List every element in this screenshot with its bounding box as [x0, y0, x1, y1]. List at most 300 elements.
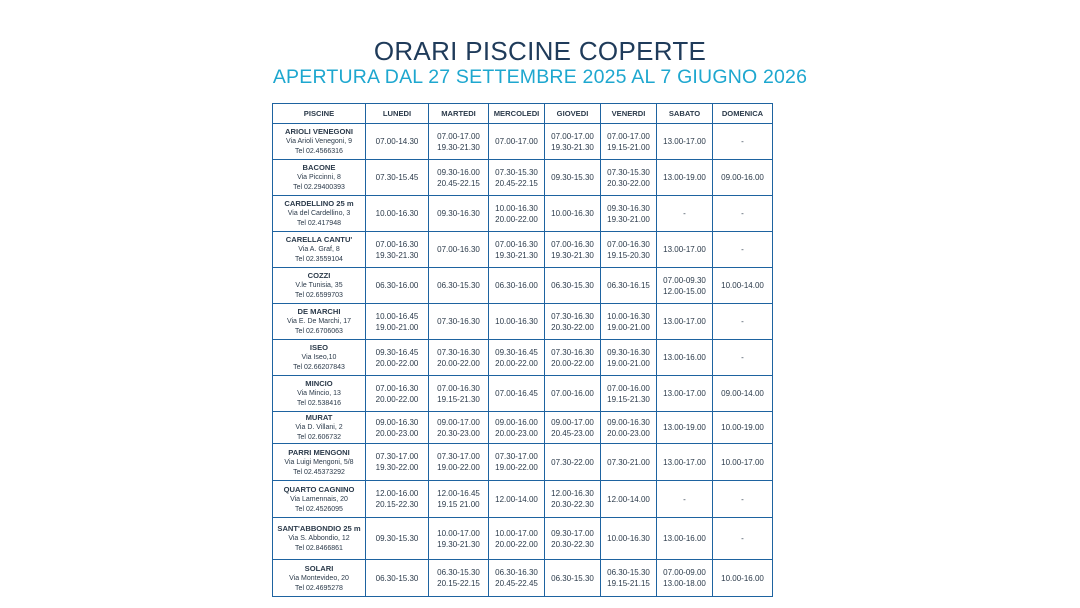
- hours-cell: [489, 560, 545, 597]
- pool-phone: Tel 02.4566316: [295, 148, 343, 155]
- time-slot: 10.00-17.00: [721, 457, 764, 467]
- hours-cell: [657, 340, 713, 376]
- time-slot: 20.15-22.15: [437, 579, 480, 588]
- hours-cell: [657, 304, 713, 340]
- hours-cell: [545, 376, 601, 412]
- time-slot: -: [741, 353, 744, 362]
- time-slot: 10.00-17.00: [437, 528, 480, 538]
- pool-name: DE MARCHI: [297, 307, 341, 316]
- hours-cell: [366, 376, 429, 412]
- time-slot: 09.30-15.30: [375, 534, 419, 543]
- hours-cell: [713, 518, 773, 560]
- pool-phone: Tel 02.417948: [297, 220, 341, 227]
- hours-cell: [601, 340, 657, 376]
- pool-address: Via del Cardellino, 3: [287, 210, 351, 217]
- page-title: ORARI PISCINE COPERTE: [373, 36, 707, 66]
- pool-address: V.le Tunisia, 35: [295, 282, 343, 289]
- pool-address: Via Piccinni, 8: [297, 174, 341, 181]
- time-slot: 19.15-20.30: [607, 250, 650, 260]
- pool-name: CARDELLINO 25 m: [284, 199, 354, 208]
- time-slot: 19.15-21.00: [607, 142, 650, 152]
- time-slot: 19.30-21.30: [437, 539, 480, 549]
- time-slot: -: [741, 317, 744, 326]
- time-slot: 10.00-16.30: [375, 209, 419, 218]
- pool-phone: Tel 02.8466861: [295, 545, 343, 552]
- time-slot: 12.00-16.45: [437, 489, 480, 498]
- time-slot: -: [741, 494, 744, 504]
- hours-cell: [601, 412, 657, 444]
- hours-cell: [429, 560, 489, 597]
- time-slot: 07.30-17.00: [495, 452, 538, 461]
- pool-phone: Tel 02.6599703: [295, 292, 343, 299]
- pool-row: [273, 268, 773, 304]
- column-header: DOMENICA: [713, 104, 773, 124]
- time-slot: 20.15-22.30: [375, 500, 419, 509]
- time-slot: 09.30-16.45: [375, 347, 419, 357]
- pool-address: Via D. Villani, 2: [295, 424, 343, 431]
- pool-cell: [273, 444, 366, 481]
- pool-row: [273, 376, 773, 412]
- time-slot: 13.00-17.00: [663, 317, 706, 326]
- time-slot: 20.45-22.15: [437, 178, 480, 188]
- time-slot: 09.30-16.45: [495, 347, 538, 357]
- time-slot: 19.30-21.30: [551, 142, 594, 152]
- pool-address: Via E. De Marchi, 17: [286, 318, 352, 325]
- time-slot: 10.00-17.00: [495, 528, 538, 538]
- pool-address: Via Arioli Venegoni, 9: [285, 138, 353, 145]
- time-slot: 06.30-15.30: [375, 573, 419, 583]
- time-slot: 06.30-15.30: [551, 573, 594, 583]
- time-slot: 07.00-16.00: [607, 383, 650, 393]
- time-slot: 07.30-16.30: [437, 317, 480, 326]
- pool-address: Via A. Graf, 8: [298, 246, 340, 253]
- pool-row: [273, 444, 773, 481]
- time-slot: 06.30-15.30: [437, 568, 480, 577]
- time-slot: 12.00-14.00: [495, 494, 538, 504]
- hours-cell: [489, 518, 545, 560]
- pool-phone: Tel 02.4526095: [295, 505, 343, 513]
- time-slot: 07.00-09.00: [663, 568, 706, 577]
- time-slot: 09.30-16.00: [437, 167, 480, 177]
- pool-cell: [273, 196, 366, 232]
- hours-cell: [657, 268, 713, 304]
- time-slot: 19.30-21.30: [375, 250, 419, 260]
- pool-cell: [273, 232, 366, 268]
- pool-row: [273, 340, 773, 376]
- time-slot: 06.30-16.15: [607, 281, 650, 290]
- time-slot: 12.00-14.00: [607, 494, 650, 504]
- pool-cell: [273, 304, 366, 340]
- hours-cell: [601, 196, 657, 232]
- pool-cell: [273, 340, 366, 376]
- pool-phone: Tel 02.6706063: [295, 328, 343, 335]
- time-slot: 09.30-16.30: [607, 203, 650, 213]
- hours-cell: [713, 124, 773, 160]
- hours-cell: [545, 160, 601, 196]
- time-slot: 19.00-21.00: [375, 322, 419, 332]
- time-slot: 19.30-21.00: [607, 214, 650, 224]
- hours-cell: [366, 412, 429, 444]
- pool-name: COZZI: [307, 271, 331, 280]
- hours-cell: [713, 160, 773, 196]
- pool-cell: [273, 518, 366, 560]
- hours-cell: [657, 444, 713, 481]
- time-slot: 10.00-16.30: [495, 203, 538, 213]
- hours-cell: [489, 232, 545, 268]
- time-slot: 20.45-22.15: [495, 178, 538, 188]
- time-slot: 07.00-09.30: [663, 275, 706, 285]
- column-header: MARTEDI: [429, 104, 489, 124]
- header-row: [273, 104, 773, 124]
- pool-row: [273, 560, 773, 597]
- hours-cell: [545, 124, 601, 160]
- pool-name: ISEO: [309, 343, 329, 352]
- hours-cell: [601, 124, 657, 160]
- hours-cell: [545, 444, 601, 481]
- pool-address: Via Montevideo, 20: [289, 574, 349, 582]
- time-slot: 19.15 21.00: [437, 500, 480, 509]
- time-slot: 09.00-16.00: [495, 417, 538, 427]
- hours-cell: [489, 340, 545, 376]
- pool-phone: Tel 02.29400393: [293, 184, 345, 191]
- time-slot: 20.00-22.00: [495, 539, 538, 549]
- hours-cell: [429, 196, 489, 232]
- pool-cell: [273, 160, 366, 196]
- hours-cell: [429, 444, 489, 481]
- time-slot: 13.00-16.00: [663, 353, 706, 362]
- hours-cell: [545, 304, 601, 340]
- time-slot: 13.00-19.00: [663, 173, 706, 182]
- time-slot: 09.30-16.30: [437, 209, 480, 218]
- hours-cell: [545, 518, 601, 560]
- hours-cell: [366, 232, 429, 268]
- time-slot: 19.00-21.00: [607, 358, 650, 368]
- column-header: PISCINE: [273, 104, 366, 124]
- pool-row: [273, 196, 773, 232]
- time-slot: 13.00-17.00: [663, 389, 706, 398]
- hours-cell: [489, 268, 545, 304]
- hours-cell: [366, 518, 429, 560]
- pool-cell: [273, 560, 366, 597]
- time-slot: 19.00-22.00: [437, 463, 480, 472]
- time-slot: 07.00-16.30: [551, 239, 594, 249]
- column-header: SABATO: [657, 104, 713, 124]
- time-slot: 20.00-22.00: [375, 394, 419, 404]
- time-slot: 07.00-16.30: [607, 239, 650, 249]
- time-slot: 07.30-17.00: [375, 452, 419, 461]
- time-slot: 13.00-17.00: [663, 457, 706, 467]
- hours-cell: [489, 196, 545, 232]
- pool-phone: Tel 02.3559104: [295, 256, 343, 263]
- time-slot: 07.30-17.00: [437, 452, 480, 461]
- pool-row: [273, 160, 773, 196]
- hours-cell: [545, 232, 601, 268]
- time-slot: 10.00-19.00: [721, 423, 764, 432]
- time-slot: 07.00-17.00: [551, 131, 594, 141]
- time-slot: 20.45-23.00: [551, 428, 594, 438]
- time-slot: 19.30-21.30: [495, 250, 538, 260]
- hours-cell: [657, 196, 713, 232]
- hours-cell: [489, 376, 545, 412]
- hours-cell: [429, 268, 489, 304]
- time-slot: 07.00-16.45: [495, 389, 538, 398]
- time-slot: 09.00-17.00: [551, 417, 594, 427]
- time-slot: 06.30-15.30: [437, 281, 480, 290]
- time-slot: 19.00-22.00: [495, 463, 538, 472]
- page-subtitle: APERTURA DAL 27 SETTEMBRE 2025 AL 7 GIUGNO 2026: [272, 66, 808, 88]
- time-slot: 07.30-16.30: [551, 311, 594, 321]
- hours-cell: [545, 412, 601, 444]
- hours-cell: [366, 196, 429, 232]
- pool-row: [273, 124, 773, 160]
- pool-name: MINCIO: [305, 379, 333, 388]
- hours-cell: [366, 560, 429, 597]
- hours-cell: [713, 481, 773, 518]
- hours-cell: [601, 444, 657, 481]
- hours-cell: [713, 444, 773, 481]
- pool-cell: [273, 124, 366, 160]
- hours-cell: [366, 268, 429, 304]
- time-slot: 20.00-22.00: [437, 358, 480, 368]
- hours-cell: [601, 304, 657, 340]
- hours-cell: [366, 340, 429, 376]
- hours-cell: [713, 304, 773, 340]
- hours-cell: [713, 412, 773, 444]
- hours-cell: [601, 560, 657, 597]
- time-slot: -: [683, 494, 686, 504]
- hours-cell: [657, 376, 713, 412]
- hours-cell: [657, 232, 713, 268]
- hours-cell: [489, 412, 545, 444]
- time-slot: 06.30-15.30: [551, 281, 594, 290]
- time-slot: 13.00-16.00: [663, 534, 706, 543]
- time-slot: 12.00-16.30: [551, 489, 594, 498]
- hours-cell: [713, 376, 773, 412]
- hours-cell: [713, 560, 773, 597]
- time-slot: 06.30-16.00: [495, 281, 538, 290]
- time-slot: 07.00-16.30: [437, 245, 480, 254]
- pool-name: SOLARI: [304, 563, 334, 573]
- pool-row: [273, 304, 773, 340]
- time-slot: 06.30-16.30: [495, 568, 538, 577]
- time-slot: 20.00-22.00: [551, 358, 594, 368]
- hours-cell: [429, 412, 489, 444]
- time-slot: 13.00-19.00: [663, 423, 706, 432]
- pool-name: QUARTO CAGNINO: [283, 484, 355, 494]
- hours-cell: [429, 124, 489, 160]
- pool-phone: Tel 02.4695278: [295, 584, 343, 592]
- hours-cell: [366, 124, 429, 160]
- pool-cell: [273, 481, 366, 518]
- time-slot: 07.00-16.30: [495, 239, 538, 249]
- hours-cell: [657, 124, 713, 160]
- time-slot: 12.00-16.00: [375, 489, 419, 498]
- time-slot: 19.15-21.30: [607, 394, 650, 404]
- time-slot: 20.30-22.30: [551, 500, 594, 509]
- hours-cell: [657, 560, 713, 597]
- schedule-table: [272, 103, 773, 597]
- time-slot: 07.00-17.00: [495, 137, 538, 146]
- time-slot: 07.00-17.00: [607, 131, 650, 141]
- hours-cell: [429, 376, 489, 412]
- hours-cell: [489, 481, 545, 518]
- time-slot: 07.30-15.45: [375, 173, 419, 182]
- hours-cell: [657, 481, 713, 518]
- hours-cell: [601, 232, 657, 268]
- column-header: GIOVEDI: [545, 104, 601, 124]
- time-slot: 20.00-23.00: [375, 428, 419, 438]
- hours-cell: [545, 340, 601, 376]
- time-slot: -: [741, 209, 744, 218]
- hours-cell: [429, 481, 489, 518]
- hours-cell: [429, 518, 489, 560]
- hours-cell: [366, 444, 429, 481]
- time-slot: 10.00-16.30: [495, 317, 538, 326]
- pool-row: [273, 481, 773, 518]
- time-slot: 20.30-22.30: [551, 539, 594, 549]
- time-slot: 19.15-21.30: [437, 394, 480, 404]
- hours-cell: [713, 340, 773, 376]
- hours-cell: [429, 340, 489, 376]
- pool-row: [273, 518, 773, 560]
- pool-address: Via Lamennais, 20: [290, 495, 348, 503]
- pool-name: CARELLA CANTU': [285, 235, 353, 244]
- pool-row: [273, 412, 773, 444]
- time-slot: 07.30-15.30: [495, 167, 538, 177]
- time-slot: 07.30-21.00: [607, 457, 650, 467]
- time-slot: 13.00-17.00: [663, 245, 706, 254]
- time-slot: 10.00-16.00: [721, 573, 764, 583]
- schedule-body: [273, 124, 773, 597]
- time-slot: 20.30-22.00: [607, 178, 650, 188]
- time-slot: 20.00-22.00: [495, 214, 538, 224]
- time-slot: 20.00-22.00: [495, 358, 538, 368]
- hours-cell: [657, 412, 713, 444]
- hours-cell: [366, 481, 429, 518]
- time-slot: 09.00-16.30: [375, 417, 419, 427]
- time-slot: 19.15-21.15: [607, 579, 650, 588]
- time-slot: -: [741, 534, 744, 543]
- hours-cell: [545, 560, 601, 597]
- column-header: LUNEDI: [366, 104, 429, 124]
- time-slot: 07.30-15.30: [607, 167, 650, 177]
- hours-cell: [489, 160, 545, 196]
- time-slot: 10.00-16.45: [375, 311, 419, 321]
- time-slot: 07.00-16.30: [375, 383, 419, 393]
- time-slot: 20.00-23.00: [607, 428, 650, 438]
- time-slot: 06.30-16.00: [375, 281, 419, 290]
- time-slot: 09.30-15.30: [551, 173, 594, 182]
- hours-cell: [601, 160, 657, 196]
- hours-cell: [713, 232, 773, 268]
- hours-cell: [601, 268, 657, 304]
- pool-name: PARRI MENGONI: [288, 447, 350, 457]
- hours-cell: [601, 481, 657, 518]
- time-slot: 20.00-23.00: [495, 428, 538, 438]
- pool-cell: [273, 376, 366, 412]
- pool-address: Via Iseo,10: [301, 354, 337, 361]
- hours-cell: [489, 124, 545, 160]
- time-slot: 09.30-16.30: [607, 347, 650, 357]
- time-slot: 07.30-16.30: [551, 347, 594, 357]
- hours-cell: [545, 196, 601, 232]
- time-slot: -: [741, 137, 744, 146]
- time-slot: 19.00-21.00: [607, 322, 650, 332]
- pool-name: MURAT: [305, 413, 333, 422]
- time-slot: 06.30-15.30: [607, 568, 650, 577]
- hours-cell: [429, 304, 489, 340]
- column-header: MERCOLEDI: [489, 104, 545, 124]
- hours-cell: [713, 196, 773, 232]
- time-slot: -: [741, 245, 744, 254]
- hours-cell: [657, 160, 713, 196]
- time-slot: 19.30-21.30: [551, 250, 594, 260]
- time-slot: 12.00-15.00: [663, 286, 706, 296]
- pool-name: ARIOLI VENEGONI: [285, 127, 353, 136]
- time-slot: 10.00-16.30: [607, 311, 650, 321]
- time-slot: 10.00-14.00: [721, 281, 764, 290]
- hours-cell: [601, 376, 657, 412]
- hours-cell: [489, 444, 545, 481]
- time-slot: 10.00-16.30: [607, 534, 650, 543]
- hours-cell: [366, 304, 429, 340]
- time-slot: 09.30-17.00: [551, 528, 594, 538]
- hours-cell: [429, 160, 489, 196]
- pool-name: BACONE: [302, 163, 336, 172]
- hours-cell: [601, 518, 657, 560]
- time-slot: 07.30-22.00: [551, 457, 594, 467]
- time-slot: 20.45-22.45: [495, 579, 538, 588]
- time-slot: 07.00-16.30: [375, 239, 419, 249]
- time-slot: 09.00-16.30: [607, 417, 650, 427]
- pool-phone: Tel 02.45373292: [293, 468, 345, 476]
- column-header: VENERDI: [601, 104, 657, 124]
- time-slot: 20.30-23.00: [437, 428, 480, 438]
- hours-cell: [545, 268, 601, 304]
- time-slot: 13.00-18.00: [663, 579, 706, 588]
- time-slot: 19.30-22.00: [375, 463, 419, 472]
- time-slot: 09.00-14.00: [721, 389, 764, 398]
- pool-phone: Tel 02.606732: [297, 434, 341, 441]
- pool-address: Via Luigi Mengoni, 5/8: [284, 458, 354, 466]
- time-slot: 13.00-17.00: [663, 137, 706, 146]
- hours-cell: [489, 304, 545, 340]
- hours-cell: [545, 481, 601, 518]
- hours-cell: [366, 160, 429, 196]
- pool-cell: [273, 412, 366, 444]
- pool-address: Via S. Abbondio, 12: [288, 535, 350, 542]
- time-slot: 20.30-22.00: [551, 322, 594, 332]
- time-slot: 07.30-16.30: [437, 347, 480, 357]
- time-slot: 10.00-16.30: [551, 209, 594, 218]
- pool-phone: Tel 02.66207843: [293, 364, 345, 371]
- hours-cell: [429, 232, 489, 268]
- pool-row: [273, 232, 773, 268]
- time-slot: 07.00-16.30: [437, 383, 480, 393]
- pool-address: Via Mincio, 13: [297, 390, 341, 397]
- hours-cell: [713, 268, 773, 304]
- time-slot: 19.30-21.30: [437, 142, 480, 152]
- time-slot: 09.00-17.00: [437, 417, 480, 427]
- time-slot: 07.00-16.00: [551, 389, 594, 398]
- time-slot: 07.00-17.00: [437, 131, 480, 141]
- pool-cell: [273, 268, 366, 304]
- pool-phone: Tel 02.538416: [297, 400, 341, 407]
- time-slot: 07.00-14.30: [375, 137, 419, 146]
- pool-name: SANT'ABBONDIO 25 m: [277, 524, 361, 533]
- hours-cell: [657, 518, 713, 560]
- time-slot: -: [683, 209, 686, 218]
